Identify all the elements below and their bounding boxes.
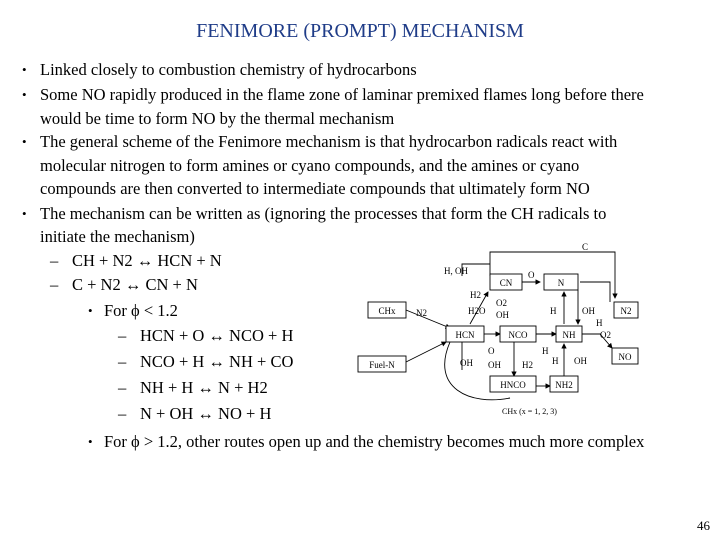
lean-condition: For ϕ < 1.2: [104, 301, 178, 320]
dash-marker: –: [118, 326, 127, 345]
diagram-box-nco: NCO: [508, 330, 528, 340]
dash-marker: –: [50, 251, 59, 270]
diagram-box-hcn: HCN: [455, 330, 475, 340]
bullet-text: molecular nitrogen to form amines or cyano compounds, and the amines or cyano: [40, 156, 580, 175]
reaction-nco-h: NCO + H ↔ NH + CO: [140, 352, 294, 371]
bullet-marker: •: [22, 134, 27, 149]
rich-condition: For ϕ > 1.2, other routes open up and the chemistry becomes much more complex: [104, 432, 645, 451]
bullet-marker: •: [22, 206, 27, 221]
diagram-label: O2: [496, 298, 507, 308]
reaction-hcn-o: HCN + O ↔ NCO + H: [140, 326, 294, 345]
bullet-text: compounds are then converted to intermediate compounds that ultimately form NO: [40, 179, 590, 198]
sub-bullet-marker: •: [88, 434, 93, 449]
diagram-label: H: [542, 346, 549, 356]
bullet-text: The mechanism can be written as (ignoring the processes that form the CH radicals to: [40, 204, 607, 223]
diagram-box-nh: NH: [562, 330, 576, 340]
diagram-label: OH: [496, 310, 509, 320]
diagram-box-hnco: HNCO: [500, 380, 526, 390]
diagram-label: N2: [416, 308, 427, 318]
reaction-n-oh: N + OH ↔ NO + H: [140, 404, 272, 423]
diagram-label: O2: [600, 330, 611, 340]
diagram-label: C: [582, 242, 589, 252]
reaction-c-n2: C + N2 ↔ CN + N: [72, 275, 198, 294]
diagram-box-n: N: [557, 278, 565, 288]
bullet-marker: •: [22, 87, 27, 102]
bullet-text: The general scheme of the Fenimore mechanism is that hydrocarbon radicals react with: [40, 132, 618, 151]
diagram-caption: CHx (x = 1, 2, 3): [502, 407, 557, 416]
diagram-label: OH: [488, 360, 501, 370]
bullet-marker: •: [22, 62, 27, 77]
diagram-label: H: [550, 306, 557, 316]
bullet-text: would be time to form NO by the thermal mechanism: [40, 109, 395, 128]
reaction-ch-n2: CH + N2 ↔ HCN + N: [72, 251, 222, 270]
reaction-nh-h: NH + H ↔ N + H2: [140, 378, 268, 397]
bullet-text: Some NO rapidly produced in the flame zone of laminar premixed flames long before there: [40, 85, 644, 104]
diagram-label: H2O: [468, 306, 486, 316]
bullet-text: Linked closely to combustion chemistry of hydrocarbons: [40, 60, 417, 79]
diagram-label: O: [488, 346, 495, 356]
diagram-label: H, OH: [444, 266, 468, 276]
bullet-text: initiate the mechanism): [40, 227, 195, 246]
diagram-label: H: [596, 318, 603, 328]
dash-marker: –: [118, 378, 127, 397]
diagram-box-cn: CN: [499, 278, 513, 288]
diagram-label: H2: [522, 360, 533, 370]
diagram-label: OH: [574, 356, 587, 366]
diagram-box-no: NO: [618, 352, 632, 362]
diagram-box-n2: N2: [620, 306, 632, 316]
diagram-box-fuel-n: Fuel-N: [369, 360, 395, 370]
diagram-label: OH: [582, 306, 595, 316]
diagram-label: H: [552, 356, 559, 366]
dash-marker: –: [118, 404, 127, 423]
mechanism-diagram: [350, 238, 650, 420]
page-number: 46: [697, 518, 710, 533]
diagram-label: O: [528, 270, 535, 280]
diagram-label: OH: [460, 358, 473, 368]
diagram-label: H2: [470, 290, 481, 300]
sub-bullet-marker: •: [88, 303, 93, 318]
dash-marker: –: [118, 352, 127, 371]
dash-marker: –: [50, 275, 59, 294]
slide-title: FENIMORE (PROMPT) MECHANISM: [196, 20, 524, 42]
diagram-box-chx: CHx: [378, 306, 396, 316]
diagram-box-nh2: NH2: [555, 380, 573, 390]
